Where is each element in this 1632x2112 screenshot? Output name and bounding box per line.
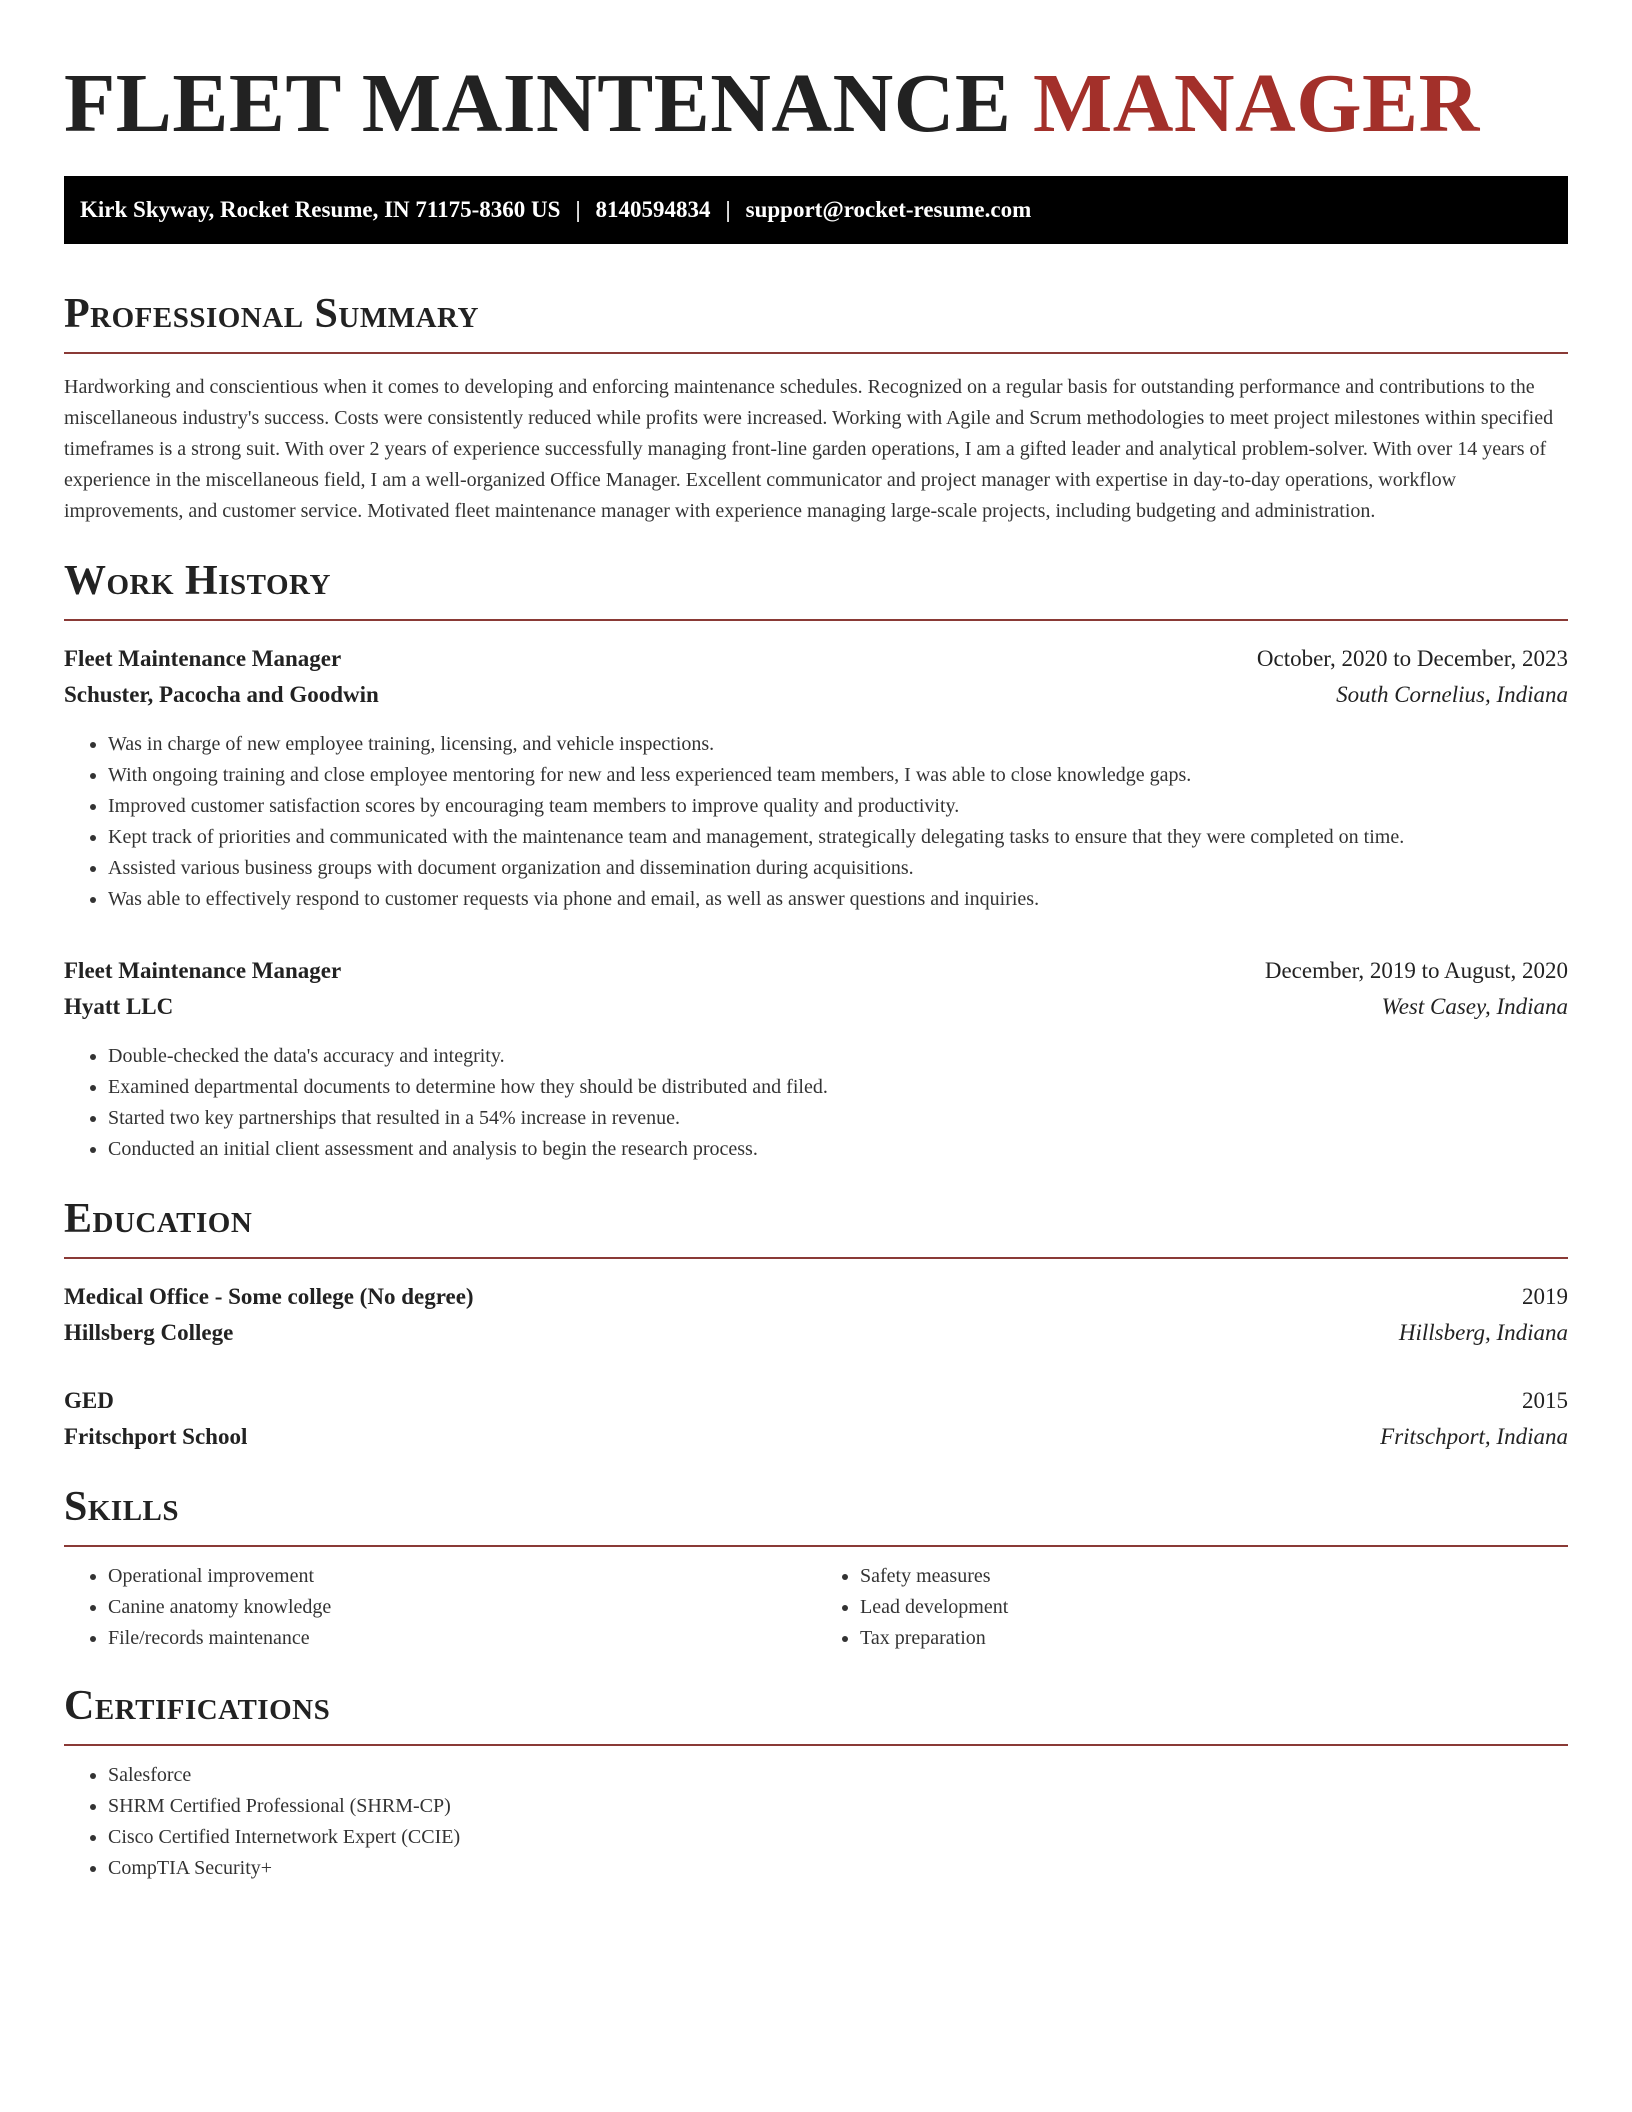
education-degree: GED [64,1388,114,1413]
skill-item: • Lead development [860,1592,1568,1623]
education-school-row [64,1419,1568,1455]
job-company-row [64,989,1568,1025]
job-duties-list [64,1041,1568,1165]
education-header-row [64,1383,1568,1419]
contact-bar [64,176,1568,244]
skill-item: • Safety measures [860,1561,1568,1592]
contact-email: support@rocket-resume.com [745,197,1032,222]
section-heading-skills: Skills [64,1484,180,1530]
education-location: Hillsberg, Indiana [1398,1320,1568,1345]
skills-list-right [816,1561,1568,1654]
job-dates: December, 2019 to August, 2020 [1264,958,1568,983]
job-header-row [64,953,1568,989]
education-year: 2015 [1522,1388,1568,1413]
education-header-row [64,1279,1568,1315]
skill-item: • Tax preparation [860,1623,1568,1654]
job-duty: • Examined departmental documents to determine how they should be distributed and filed. [108,1072,1568,1103]
contact-address: Kirk Skyway, Rocket Resume, IN 71175-8360 US [80,197,561,222]
section-heading-summary: Professional Summary [64,291,479,337]
page-title [64,56,1568,152]
section-heading-certifications: Certifications [64,1683,331,1729]
job-title: Fleet Maintenance Manager [64,958,342,983]
job-company: Schuster, Pacocha and Goodwin [64,682,379,707]
job-location: South Cornelius, Indiana [1336,682,1568,707]
education-school: Fritschport School [64,1424,248,1449]
job-duty: • Was able to effectively respond to customer requests via phone and email, as well as answer questions and inquiries. [108,884,1568,915]
title-accent: MANAGER [1032,57,1480,150]
education-entry [64,1279,1568,1351]
title-main: FLEET MAINTENANCE [64,57,1012,150]
job-company-row [64,677,1568,713]
job-entry [64,953,1568,1165]
contact-phone: 8140594834 [595,197,711,222]
education-degree: Medical Office - Some college (No degree) [64,1284,474,1309]
education-location: Fritschport, Indiana [1380,1424,1568,1449]
skill-item: • File/records maintenance [108,1623,816,1654]
education-entry [64,1383,1568,1455]
section-divider [64,1257,1568,1259]
job-company: Hyatt LLC [64,994,174,1019]
certification-item: • SHRM Certified Professional (SHRM-CP) [108,1791,1568,1822]
education-list [64,1279,1568,1455]
skill-item: • Operational improvement [108,1561,816,1592]
job-duties-list [64,729,1568,915]
skills-list-left [64,1561,816,1654]
job-duty: • Kept track of priorities and communicated with the maintenance team and management, strategically delegating tasks to ensure that they were completed on time. [108,822,1568,853]
section-divider [64,352,1568,354]
education-school: Hillsberg College [64,1320,234,1345]
job-duty: • Started two key partnerships that resulted in a 54% increase in revenue. [108,1103,1568,1134]
job-title: Fleet Maintenance Manager [64,646,342,671]
contact-separator: | [725,197,731,222]
job-dates: October, 2020 to December, 2023 [1256,646,1568,671]
section-divider [64,1545,1568,1547]
certifications-list [64,1760,1568,1884]
contact-separator: | [575,197,581,222]
job-entry [64,641,1568,915]
certification-item: • Salesforce [108,1760,1568,1791]
certification-item: • CompTIA Security+ [108,1853,1568,1884]
skill-item: • Canine anatomy knowledge [108,1592,816,1623]
section-heading-work: Work History [64,558,331,604]
job-duty: • Conducted an initial client assessment and analysis to begin the research process. [108,1134,1568,1165]
job-location: West Casey, Indiana [1381,994,1568,1019]
certification-item: • Cisco Certified Internetwork Expert (CCIE) [108,1822,1568,1853]
job-duty: • Was in charge of new employee training, licensing, and vehicle inspections. [108,729,1568,760]
education-year: 2019 [1522,1284,1568,1309]
job-duty: • Double-checked the data's accuracy and integrity. [108,1041,1568,1072]
job-duty: • With ongoing training and close employee mentoring for new and less experienced team members, I was able to close knowledge gaps. [108,760,1568,791]
summary-text: Hardworking and conscientious when it comes to developing and enforcing maintenance schedules. Recognized on a regular basis for outstanding performance and contributions to the miscellaneous industry's success. Costs were consistently reduced while profits were increased. Working with Agile and Scrum methodologies to meet project milestones within specified timeframes is a strong suit. With over 2 years of experience successfully managing front-line garden operations, I am a gifted leader and analytical problem-solver. With over 14 years of experience in the miscellaneous field, I am a well-organized Office Manager. Excellent communicator and project manager with expertise in day-to-day operations, workflow improvements, and customer service. Motivated fleet maintenance manager with experience managing large-scale projects, including budgeting and administration. [64,376,1554,522]
section-divider [64,619,1568,621]
job-duty: • Assisted various business groups with document organization and dissemination during acquisitions. [108,853,1568,884]
job-header-row [64,641,1568,677]
job-duty: • Improved customer satisfaction scores by encouraging team members to improve quality and productivity. [108,791,1568,822]
section-heading-education: Education [64,1196,253,1242]
section-divider [64,1744,1568,1746]
education-school-row [64,1315,1568,1351]
skills-grid [64,1561,1568,1654]
